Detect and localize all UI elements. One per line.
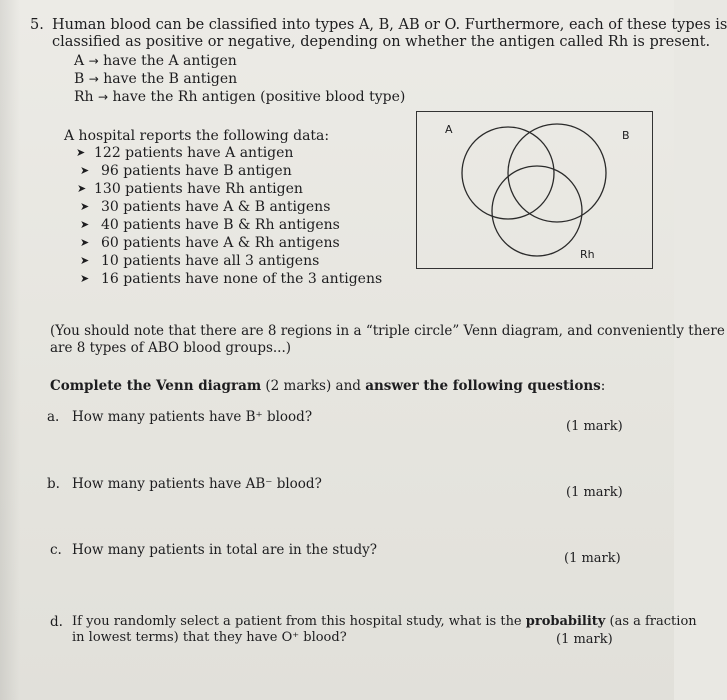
note-line-1: (You should note that there are 8 regions in a “triple circle” Venn diagram, and conveniently there (50, 323, 725, 339)
subq-a-marks: (1 mark) (566, 419, 623, 434)
bullet-icon: ➤ (80, 218, 90, 231)
intro-line-2: classified as positive or negative, depending on whether the antigen called Rh is present. (52, 34, 711, 50)
instruction-normal: (2 marks) and (261, 378, 366, 394)
subq-b-marks: (1 mark) (566, 485, 623, 500)
subq-a-letter: a. (47, 409, 60, 425)
data-intro: A hospital reports the following data: (64, 128, 330, 144)
antigen-key: B (74, 71, 85, 87)
note-line-2: are 8 types of ABO blood groups...) (50, 340, 292, 356)
question-number: 5. (30, 17, 44, 33)
list-item: 40 patients have B & Rh antigens (101, 217, 340, 233)
subq-d-marks: (1 mark) (556, 632, 613, 647)
bullet-icon: ➤ (80, 164, 90, 177)
subq-d-line-2: in lowest terms) that they have O⁺ blood? (72, 630, 347, 645)
subq-b-text: How many patients have AB⁻ blood? (72, 476, 322, 492)
venn-circle-rh (492, 166, 582, 256)
arrow-icon: → (88, 54, 99, 68)
arrow-icon: → (98, 90, 109, 104)
subq-c-marks: (1 mark) (564, 551, 621, 566)
antigen-key: A (74, 53, 85, 69)
subq-b-letter: b. (47, 476, 60, 492)
list-item: 10 patients have all 3 antigens (101, 253, 320, 269)
subq-d-line-1 (72, 614, 697, 630)
venn-label-rh: Rh (580, 248, 595, 261)
list-item: 96 patients have B antigen (101, 163, 292, 179)
antigen-line-a (74, 53, 237, 69)
bullet-icon: ➤ (80, 200, 90, 213)
bullet-icon: ➤ (80, 272, 90, 285)
subq-d-text-a: If you randomly select a patient from this hospital study, what is the (72, 614, 526, 629)
antigen-key: Rh (74, 89, 94, 105)
venn-circle-b (508, 124, 606, 222)
subq-d-letter: d. (50, 614, 63, 630)
subq-c-letter: c. (50, 542, 62, 558)
instruction-colon: : (600, 378, 606, 394)
bullet-icon: ➤ (80, 254, 90, 267)
list-item: 122 patients have A antigen (94, 145, 294, 161)
instruction-bold-2: answer the following questions (365, 378, 601, 394)
list-item: 16 patients have none of the 3 antigens (101, 271, 383, 287)
antigen-line-rh (74, 89, 405, 105)
venn-label-b: B (622, 129, 630, 142)
subq-c-text: How many patients in total are in the study? (72, 542, 377, 558)
page-shadow (0, 0, 20, 700)
antigen-text: have the Rh antigen (positive blood type) (112, 89, 406, 105)
antigen-text: have the A antigen (103, 53, 237, 69)
instruction-bold-1: Complete the Venn diagram (50, 378, 262, 394)
list-item: 30 patients have A & B antigens (101, 199, 331, 215)
subq-a-text: How many patients have B⁺ blood? (72, 409, 313, 425)
instruction (50, 378, 605, 394)
subq-d-probability: probability (525, 614, 606, 629)
venn-label-a: A (445, 123, 453, 136)
antigen-line-b (74, 71, 237, 87)
intro-line-1: Human blood can be classified into types A, B, AB or O. Furthermore, each of these types is (52, 17, 727, 33)
list-item: 130 patients have Rh antigen (94, 181, 303, 197)
subq-d-text-c: (as a fraction (605, 614, 697, 629)
bullet-icon: ➤ (80, 236, 90, 249)
arrow-icon: → (88, 72, 99, 86)
bullet-icon: ➤ (76, 146, 86, 159)
antigen-text: have the B antigen (103, 71, 238, 87)
bullet-icon: ➤ (77, 182, 87, 195)
list-item: 60 patients have A & Rh antigens (101, 235, 340, 251)
